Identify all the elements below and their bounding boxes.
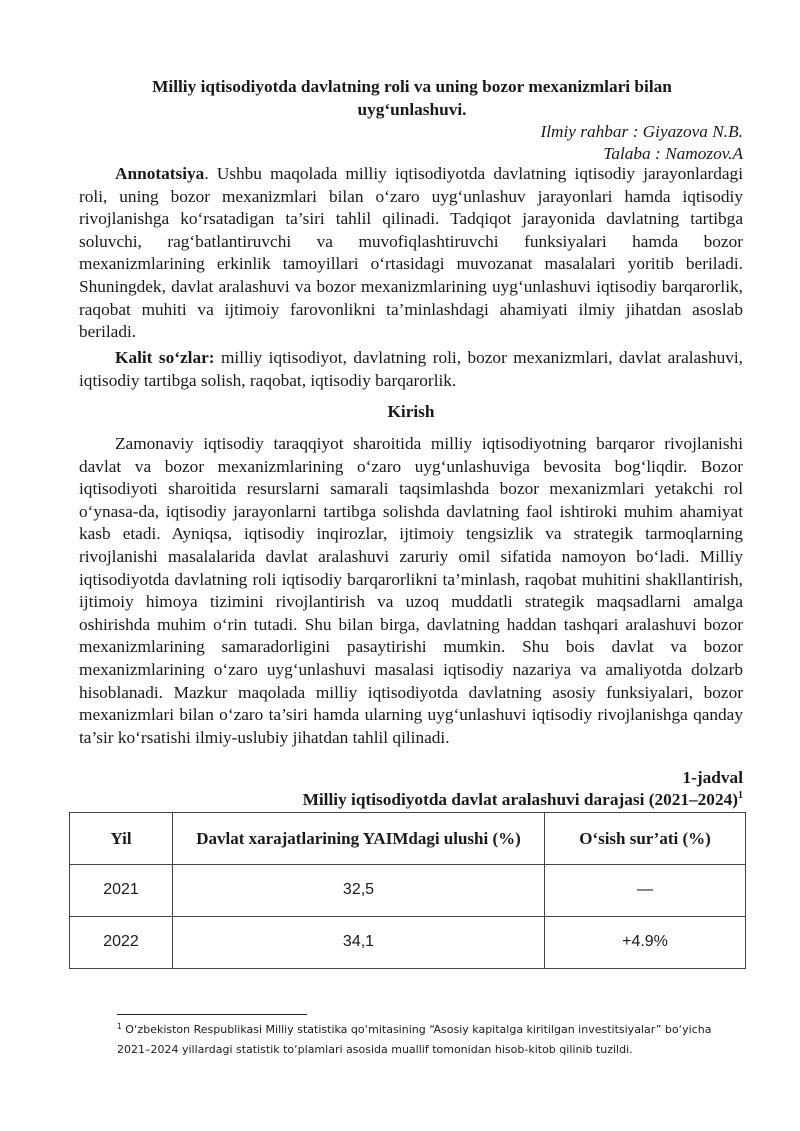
footnote-number: 1 — [117, 1022, 122, 1031]
cell-year: 2021 — [70, 865, 173, 917]
student-name: Talaba : Namozov.A — [603, 144, 743, 163]
keywords-text: milliy iqtisodiyot, davlatning roli, bozor mexanizmlari, davlat aralashuvi, iqtisodiy tartibga solish, raqobat, iqtisodiy barqarorlik. — [79, 348, 743, 390]
intro-paragraph: Zamonaviy iqtisodiy taraqqiyot sharoitida milliy iqtisodiyotning barqaror rivojlanishi davlat va bozor mexanizmlarining o‘zaro uyg‘unlashuviga bevosita bog‘liqdir. Bozor iqtisodiyoti sharoitida resurslarni samarali taqsimlashda bozor mexanizmlari yetakchi rol o‘ynasa-da, iqtisodiy jarayonlarni tartibga solishda davlatning faol ishtiroki muhim ahamiyat kasb etadi. Ayniqsa, iqtisodiy inqirozlar, ijtimoiy tengsizlik va strategik tarmoqlarning rivojlanishi masalalarida davlat aralashuvi zaruriy omil sifatida namoyon bo‘ladi. Milliy iqtisodiyotda davlatning roli iqtisodiy barqarorlikni ta’minlash, raqobat muhitini shakllantirish, ijtimoiy himoya tizimini rivojlantirish va uzoq muddatli strategik maqsadlarni amalga oshirishda muhim o‘rin tutadi. Shu bilan birga, davlatning haddan tashqari aralashuvi bozor mexanizmlarining samaradorligini pasaytirishi mumkin. Shu bois davlat va bozor mexanizmlarining o‘zaro uyg‘unlashuvi masalasi iqtisodiy nazariya va amaliyotda dolzarb hisoblanadi. Mazkur maqolada milliy iqtisodiyotda davlatning asosiy funksiyalari, bozor mexanizmlari bilan o‘zaro ta’siri hamda ularning uyg‘unlashuvi iqtisodiy rivojlanishga qanday ta’sir ko‘rsatishi ilmiy-uslubiy jihatdan tahlil qilinadi. — [79, 434, 743, 747]
section-heading-intro: Kirish — [387, 402, 435, 421]
article-title-line-2: uyg‘unlashuvi. — [357, 99, 467, 119]
header-gdp-share: Davlat xarajatlarining YAIMdagi ulushi (%) — [173, 813, 545, 865]
table-row — [70, 917, 746, 969]
footnote-separator — [117, 1014, 307, 1015]
cell-growth-rate: — — [545, 865, 746, 917]
keywords-paragraph — [79, 347, 743, 392]
table-caption — [303, 789, 743, 812]
cell-gdp-share: 34,1 — [173, 917, 545, 969]
state-intervention-table — [69, 812, 746, 969]
article-title — [80, 76, 744, 121]
header-year: Yil — [70, 813, 173, 865]
footnote — [117, 1020, 747, 1059]
header-growth-rate: O‘sish sur’ati (%) — [545, 813, 746, 865]
cell-year: 2022 — [70, 917, 173, 969]
annotation-text: . Ushbu maqolada milliy iqtisodiyotda davlatning iqtisodiy jarayonlardagi roli, uning bozor mexanizmlari bilan o‘zaro uyg‘unlashuv jarayonlari hamda iqtisodiy rivojlanishga ko‘rsatadigan ta’siri tahlil qilinadi. Tadqiqot jarayonida davlatning tartibga soluvchi, rag‘batlantiruvchi va muvofiqlashtiruvchi funksiyalari hamda bozor mexanizmlarining erkinlik tamoyillari o‘rtasidagi muvozanat masalalari yoritib beriladi. Shuningdek, davlat aralashuvi va bozor mexanizmlarining uyg‘unlashuvi iqtisodiy barqarorlik, raqobat muhiti va ijtimoiy farovonlikni ta’minlashdagi ahamiyati ilmiy jihatdan asoslab beriladi. — [79, 164, 743, 342]
supervisor-name: Ilmiy rahbar : Giyazova N.B. — [540, 122, 743, 141]
keywords-label: Kalit so‘zlar: — [115, 348, 215, 367]
table-row — [70, 865, 746, 917]
annotation-paragraph — [79, 163, 743, 344]
footnote-text: O‘zbekiston Respublikasi Milliy statistika qo‘mitasining “Asosiy kapitalga kiritilgan investitsiyalar” bo‘yicha 2021–2024 yillardagi statistik to‘plamlari asosida muallif tomonidan hisob-kitob qilinib tuzildi. — [117, 1023, 712, 1056]
table-caption-text: Milliy iqtisodiyotda davlat aralashuvi darajasi (2021–2024) — [302, 790, 738, 809]
table-footnote-ref: 1 — [738, 790, 743, 801]
article-title-line-1: Milliy iqtisodiyotda davlatning roli va uning bozor mexanizmlari bilan — [152, 77, 672, 96]
table-header-row — [70, 813, 746, 865]
annotation-label: Annotatsiya — [115, 164, 205, 183]
table-number: 1-jadval — [682, 768, 743, 787]
cell-growth-rate: +4.9% — [545, 917, 746, 969]
cell-gdp-share: 32,5 — [173, 865, 545, 917]
